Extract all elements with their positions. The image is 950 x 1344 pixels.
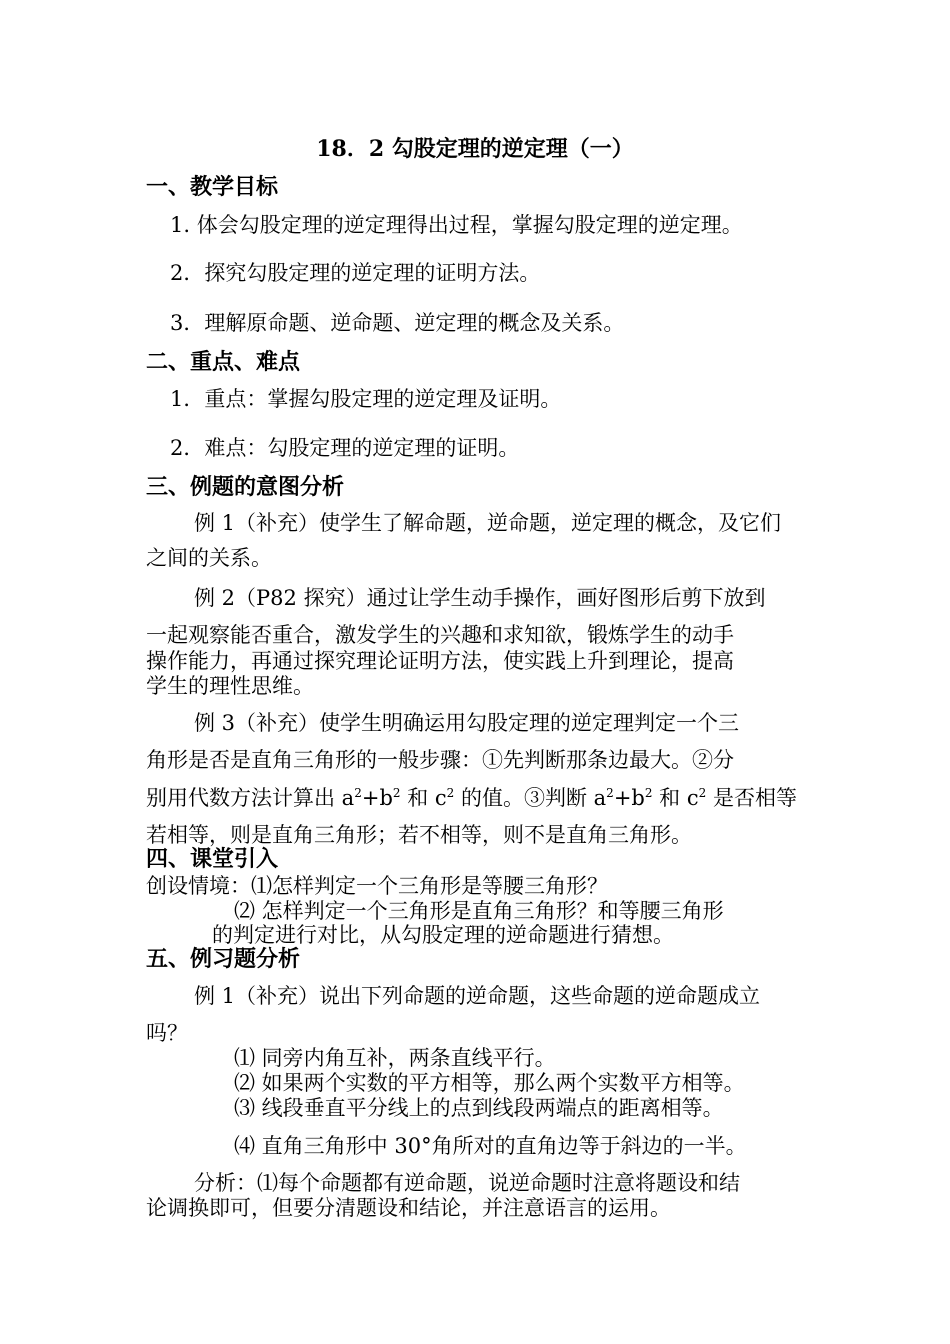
superscript: 2 [354, 786, 362, 800]
analysis-line: 学生的理性思维。 [146, 674, 314, 698]
section-heading-intro: 四、课堂引入 [146, 846, 279, 872]
analysis-line: 之间的关系。 [146, 546, 272, 570]
superscript: 2 [606, 786, 614, 800]
goal-item: 2．探究勾股定理的逆定理的证明方法。 [170, 261, 541, 285]
exercise-line: ⑶ 线段垂直平分线上的点到线段两端点的距离相等。 [234, 1096, 724, 1120]
exercise-line: ⑵ 如果两个实数的平方相等，那么两个实数平方相等。 [234, 1071, 745, 1095]
analysis-line: 例 2（P82 探究）通过让学生动手操作，画好图形后剪下放到 [194, 586, 766, 610]
intro-line: 创设情境：⑴怎样判定一个三角形是等腰三角形？ [146, 874, 608, 898]
analysis-line: 一起观察能否重合，激发学生的兴趣和求知欲，锻炼学生的动手 [146, 623, 734, 647]
formula-text: 是否相等 [706, 786, 797, 810]
superscript: 2 [698, 786, 707, 800]
section-heading-analysis: 三、例题的意图分析 [146, 474, 345, 500]
intro-line: 的判定进行对比，从勾股定理的逆命题进行猜想。 [212, 923, 674, 947]
formula-text: 和 c [400, 786, 447, 810]
formula-text: +b [361, 786, 393, 810]
exercise-line: 吗？ [146, 1021, 188, 1045]
analysis-line: 角形是否是直角三角形的一般步骤：①先判断那条边最大。②分 [146, 748, 734, 772]
goal-item: 3．理解原命题、逆命题、逆定理的概念及关系。 [170, 311, 625, 335]
exercise-line: ⑴ 同旁内角互补，两条直线平行。 [234, 1046, 556, 1070]
formula-text: 别用代数方法计算出 a [146, 786, 355, 810]
analysis-line: 操作能力，再通过探究理论证明方法，使实践上升到理论，提高 [146, 649, 734, 673]
formula-text: 和 c [652, 786, 699, 810]
analysis-line: 例 3（补充）使学生明确运用勾股定理的逆定理判定一个三 [194, 711, 740, 735]
key-point-item: 2．难点：勾股定理的逆定理的证明。 [170, 436, 520, 460]
key-point-item: 1．重点：掌握勾股定理的逆定理及证明。 [170, 387, 562, 411]
analysis-line: 例 1（补充）使学生了解命题，逆命题，逆定理的概念，及它们 [194, 511, 782, 535]
intro-line: ⑵ 怎样判定一个三角形是直角三角形？和等腰三角形 [234, 899, 724, 923]
superscript: 2 [392, 786, 401, 800]
section-heading-exercises: 五、例习题分析 [146, 946, 301, 972]
section-heading-goals: 一、教学目标 [146, 174, 279, 200]
exercise-line: 分析：⑴每个命题都有逆命题，说逆命题时注意将题设和结 [194, 1171, 740, 1195]
goal-item: 1. 体会勾股定理的逆定理得出过程，掌握勾股定理的逆定理。 [170, 213, 743, 237]
analysis-line: 若相等，则是直角三角形；若不相等，则不是直角三角形。 [146, 823, 692, 847]
exercise-line: 论调换即可，但要分清题设和结论，并注意语言的运用。 [146, 1196, 671, 1220]
analysis-line-formula [146, 785, 797, 811]
exercise-line: 例 1（补充）说出下列命题的逆命题，这些命题的逆命题成立 [194, 984, 761, 1008]
section-heading-key-points: 二、重点、难点 [146, 349, 301, 375]
superscript: 2 [446, 786, 455, 800]
exercise-line: ⑷ 直角三角形中 30°角所对的直角边等于斜边的一半。 [234, 1134, 747, 1158]
formula-text: 的值。③判断 a [454, 786, 607, 810]
formula-text: +b [613, 786, 645, 810]
superscript: 2 [644, 786, 653, 800]
page-title: 18．2 勾股定理的逆定理（一） [316, 136, 634, 162]
